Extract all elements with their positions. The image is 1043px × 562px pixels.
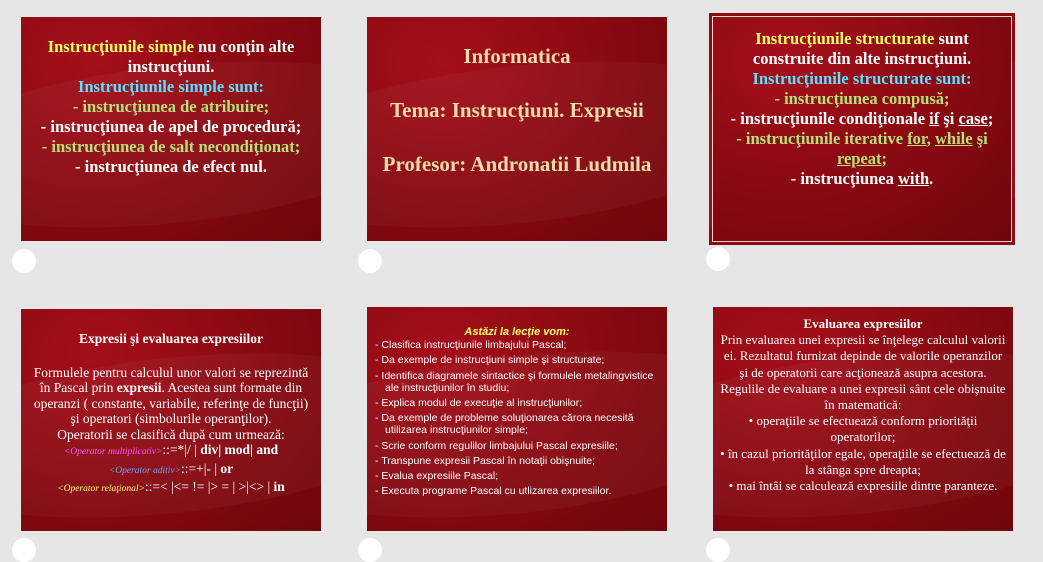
slide-text: Instrucţiunile structurate sunt construite din alte instrucţiuni. Instrucţiunile structurate sunt: - instrucţiunea compusă; - instrucţiunile condiţionale if şi case; - instrucţiunile iterative for, while şi repeat; - instrucţiunea with.	[712, 16, 1012, 242]
list-item: - Scrie conform regulilor limbajului Pascal expresiile;	[375, 439, 618, 452]
slide-select-dot[interactable]	[12, 538, 36, 562]
slide-text: Formulele pentru calculul unor valori se reprezintă în Pascal prin expresii. Acestea sunt formate din operanzi ( constante, variabile, referinţe de funcţii) şi operatori (simbolurile operanţilor). Operatorii se clasifică după cum urmează: <Operator multiplicativ>::=*|/ | div| mod| and <Operator aditiv>::=+|- | or <Operator relaţional>::=< |<= != |> = | >|<> | in	[33, 364, 309, 494]
slide-title: Expresii şi evaluarea expresiilor	[78, 331, 264, 346]
list-item: • mai întâi se calculează expresiile dintre paranteze.	[728, 478, 998, 494]
list-item: - Clasifica instrucţiunile limbajului Pascal;	[375, 339, 567, 352]
slide-thumbnail-evaluation[interactable]	[713, 307, 1013, 531]
slide-thumbnail-structured-statements[interactable]	[709, 13, 1015, 245]
slide-thumbnail-expressions[interactable]	[21, 309, 321, 531]
slide-select-dot[interactable]	[358, 249, 382, 273]
list-item: - Executa programe Pascal cu utlizarea expresiilor.	[375, 485, 612, 498]
slide-text: Prin evaluarea unei expresii se înţelege calculul valorii ei. Rezultatul furnizat depinde de valorile operanzilor şi de operatorii care acţionează asupra acestora. Regulile de evaluare a unei expresii sânt cele obişnuite în matematică:	[720, 332, 1006, 413]
list-item: - Da exemple de probleme soluţionarea cărora necesită utilizarea instrucţiunilor simple;	[375, 412, 634, 437]
slide-select-dot[interactable]	[706, 247, 730, 271]
slide-thumbnail-simple-statements[interactable]	[21, 17, 321, 241]
slide-topic: Tema: Instrucţiuni. Expresii	[390, 98, 644, 122]
list-item: • în cazul priorităţilor egale, operaţiile se efectuează de la stânga spre dreapta;	[720, 445, 1006, 477]
slide-teacher: Profesor: Andronatii Ludmila	[382, 152, 652, 176]
slide-thumbnail-title[interactable]	[367, 17, 667, 241]
list-item: - Explica modul de execuţie al instrucţiunilor;	[375, 397, 583, 410]
list-item: • operaţiile se efectuează conform priorităţii operatorilor;	[748, 413, 978, 445]
list-item: - Identifica diagramele sintactice şi formulele metalingvistice ale instrucţiunilor în studiu;	[375, 369, 654, 394]
slide-title: Evaluarea expresiilor	[803, 316, 923, 331]
slide-select-dot[interactable]	[358, 538, 382, 562]
slide-text: Instrucţiunile simple nu conţin alte instrucţiuni. Instrucţiunile simple sunt: - instrucţiunea de atribuire; - instrucţiunea de apel de procedură; - instrucţiunea de salt necondiţionat; - instrucţiunea de efect nul.	[40, 37, 302, 176]
list-item: - Da exemple de instrucţiuni simple şi structurate;	[375, 354, 605, 367]
slide-thumbnail-lesson-goals[interactable]	[367, 307, 667, 531]
slide-select-dot[interactable]	[706, 538, 730, 562]
slide-title: Informatica	[463, 44, 571, 68]
slide-title: Astăzi la lecţie vom:	[464, 326, 570, 338]
slide-select-dot[interactable]	[12, 249, 36, 273]
list-item: - Transpune expresii Pascal în notaţii obişnuite;	[375, 454, 596, 467]
list-item: - Evalua expresiile Pascal;	[375, 470, 499, 483]
